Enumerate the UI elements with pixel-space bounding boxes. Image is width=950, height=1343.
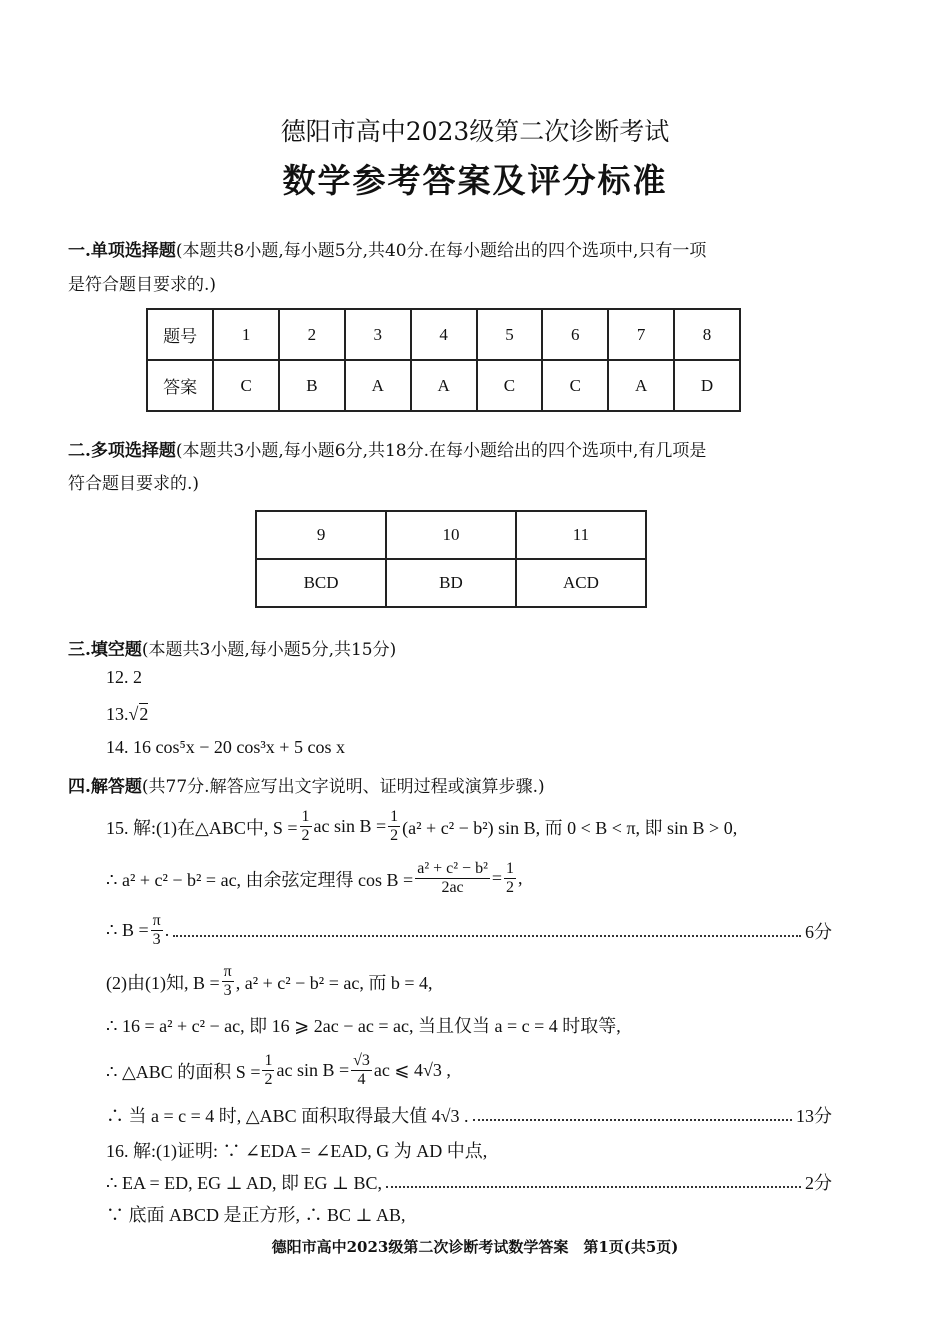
denominator: 3 [152,931,161,949]
math-text: = [491,868,503,889]
math-text: 15. 解:(1)在△ABC中, S = [106,817,298,838]
section4-desc: (共77分.解答应写出文字说明、证明过程或演算步骤.) [141,777,545,797]
question-number: 5 [477,309,543,360]
math-text: ∴ 当 a = c = 4 时, △ABC 面积取得最大值 4√3 . [106,1106,469,1126]
section1-desc: (本题共8小题,每小题5分,共40分.在每小题给出的四个选项中,只有一项 [175,241,707,261]
numerator: √3 [351,1052,372,1071]
numerator: π [151,912,163,931]
section1-heading [68,236,706,261]
dot-leader [473,1109,792,1121]
math-text: ∴ △ABC 的面积 S = [106,1061,261,1082]
numerator: π [222,963,234,982]
section1-desc-cont: 是符合题目要求的.) [68,275,217,295]
document-title: 数学参考答案及评分标准 [282,161,668,200]
section2-title: 二.多项选择题 [68,441,176,461]
exam-title: 德阳市高中2023级第二次诊断考试 [280,117,670,146]
answer-cell: A [608,360,674,411]
answer-cell: B [279,360,345,411]
fraction [300,808,312,846]
fraction [388,808,400,846]
fraction [351,1052,372,1090]
answer-cell: ACD [516,559,646,607]
question-number: 7 [608,309,674,360]
denominator: 2 [390,827,399,845]
numerator: 1 [504,860,516,879]
answer-q12: 12. 2 [106,667,142,687]
answer-q14: 14. 16 cos⁵x − 20 cos³x + 5 cos x [106,737,345,757]
solution-line [106,1169,832,1195]
question-number: 3 [345,309,411,360]
denominator: 2 [264,1071,273,1089]
answer-cell: A [345,360,411,411]
section3-desc: (本题共3小题,每小题5分,共15分) [141,640,397,660]
solution-line [106,860,523,898]
math-text: . [164,920,170,941]
answer-cell: C [477,360,543,411]
page-footer: 德阳市高中2023级第二次诊断考试数学答案 第1页(共5页) [271,1238,679,1256]
question-number: 6 [542,309,608,360]
question-number: 9 [256,511,386,559]
math-text: , [518,868,523,889]
single-choice-answer-table [146,308,741,412]
solution-line [106,1012,621,1038]
answer-cell: BD [386,559,516,607]
numerator: 1 [300,808,312,827]
question-number: 11 [516,511,646,559]
score-label: 13分 [796,1106,832,1126]
section1-title: 一.单项选择题 [68,241,176,261]
math-text: ac ⩽ 4√3 , [373,1060,451,1081]
numerator: a² + c² − b² [415,860,490,879]
math-text: ∴ B = [106,920,149,941]
question-number: 2 [279,309,345,360]
denominator: 2 [506,879,515,897]
question-number: 4 [411,309,477,360]
denominator: 3 [223,982,232,1000]
solution-line [106,808,737,846]
section4-title: 四.解答题 [68,777,142,797]
row-label: 答案 [147,360,213,411]
denominator: 2ac [441,879,464,897]
math-text: (a² + c² − b²) sin B, 而 0 < B < π, 即 sin B > 0, [402,817,738,838]
solution-line [106,912,832,950]
answer-cell: A [411,360,477,411]
answer-cell: C [213,360,279,411]
section4-heading [68,772,545,797]
math-text: ∴ EA = ED, EG ⊥ AD, 即 EG ⊥ BC, [106,1173,382,1193]
math-text: ∵ 底面 ABCD 是正方形, ∴ BC ⊥ AB, [106,1205,406,1225]
solution-line [106,963,432,1001]
section3-title: 三.填空题 [68,640,142,660]
math-text: , a² + c² − b² = ac, 而 b = 4, [235,972,433,993]
dot-leader [386,1176,801,1188]
question-number: 10 [386,511,516,559]
answer-cell: D [674,360,740,411]
solution-line [106,1201,405,1227]
denominator: 2 [301,827,310,845]
question-number: 8 [674,309,740,360]
q13-label: 13. [106,703,129,724]
fraction [222,963,234,1001]
table-row-answers [256,559,646,607]
table-row-numbers [147,309,740,360]
multi-choice-answer-table [255,510,647,608]
section2-heading [68,436,706,461]
solution-line [106,1052,451,1090]
answer-cell: C [542,360,608,411]
math-text: (2)由(1)知, B = [106,972,220,993]
question-number: 1 [213,309,279,360]
denominator: 4 [357,1071,366,1089]
numerator: 1 [262,1052,274,1071]
fraction [504,860,516,898]
score-label: 2分 [805,1173,832,1193]
score-label: 6分 [805,921,832,942]
row-label: 题号 [147,309,213,360]
fraction [415,860,490,898]
solution-line [106,1102,832,1128]
table-row-answers [147,360,740,411]
solution-line [106,1137,487,1163]
math-text: ac sin B = [313,816,387,837]
answer-cell: BCD [256,559,386,607]
section2-desc-cont: 符合题目要求的.) [68,474,200,494]
math-text: ∴ 16 = a² + c² − ac, 即 16 ⩾ 2ac − ac = ac, 当且仅当 a = c = 4 时取等, [106,1016,621,1036]
answer-q13: 13. √ 2 [106,703,149,724]
dot-leader [173,925,801,937]
math-text: 16. 解:(1)证明: ∵ ∠EDA = ∠EAD, G 为 AD 中点, [106,1141,488,1161]
table-row-numbers [256,511,646,559]
fraction [151,912,163,950]
q13-value: 2 [139,704,149,724]
math-text: ∴ a² + c² − b² = ac, 由余弦定理得 cos B = [106,869,414,890]
numerator: 1 [388,808,400,827]
section3-heading [68,635,396,660]
fraction [262,1052,274,1090]
math-text: ac sin B = [276,1060,350,1081]
section2-desc: (本题共3小题,每小题6分,共18分.在每小题给出的四个选项中,有几项是 [175,441,707,461]
